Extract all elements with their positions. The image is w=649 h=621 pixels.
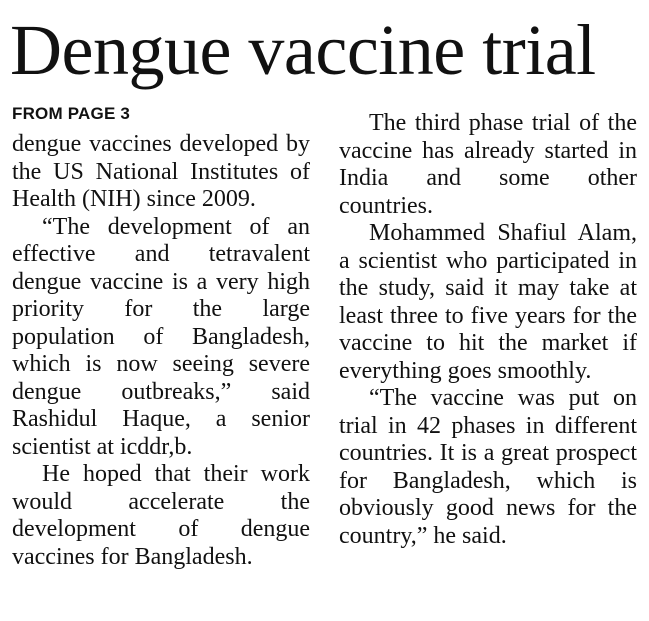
continuation-kicker: FROM PAGE 3 bbox=[12, 104, 131, 123]
paragraph: “The vaccine was put on trial in 42 phases in different countries. It is a great prospect for Bangladesh, which is obviously good news for the country,” he said. bbox=[339, 385, 637, 549]
paragraph: Mohammed Shafiul Alam, a scientist who participated in the study, said it may take at least three to five years for the vaccine to hit the market if everything goes smoothly. bbox=[339, 220, 637, 384]
paragraph: He hoped that their work would accelerate the development of dengue vaccines for Bangladesh. bbox=[12, 461, 310, 570]
right-column bbox=[339, 110, 637, 550]
paragraph: The third phase trial of the vaccine has already started in India and some other countries. bbox=[339, 110, 637, 219]
left-column bbox=[12, 131, 310, 571]
headline: Dengue vaccine trial bbox=[10, 10, 596, 90]
paragraph: “The development of an effective and tetravalent dengue vaccine is a very high priority for the large population of Bangladesh, which is now seeing severe dengue outbreaks,” said Rashidul Haque, a senior scientist at icddr,b. bbox=[12, 213, 310, 460]
paragraph: dengue vaccines developed by the US National Institutes of Health (NIH) since 2009. bbox=[12, 131, 310, 212]
